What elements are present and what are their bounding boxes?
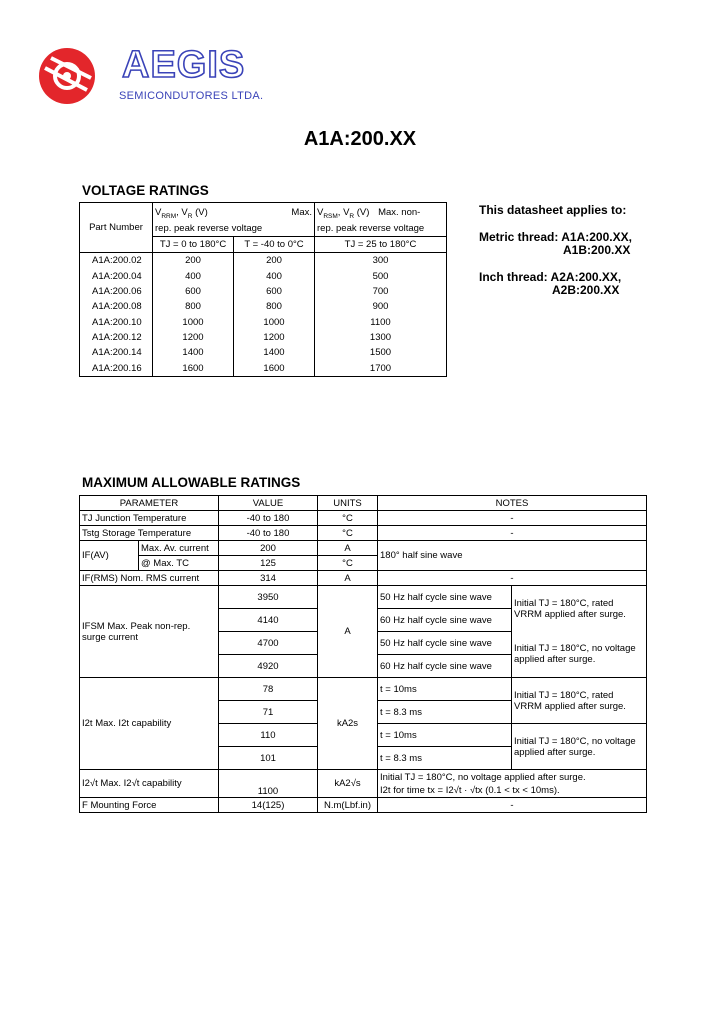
vrsm-value: 1700 — [315, 360, 447, 376]
table-row — [80, 511, 647, 526]
force-label: F Mounting Force — [80, 798, 219, 813]
header-row — [80, 496, 647, 511]
tj-value: -40 to 180 — [219, 511, 318, 526]
ifsm-wave-1: 50 Hz half cycle sine wave — [378, 586, 512, 609]
ifsm-note-rated: Initial TJ = 180°C, rated VRRM applied after surge. — [512, 586, 647, 632]
force-note: - — [378, 798, 647, 813]
h-notes: NOTES — [378, 496, 647, 511]
vrsm-value: 1300 — [315, 330, 447, 345]
cond-t-neg40-0: T = -40 to 0°C — [234, 237, 315, 253]
ifav-note: 180° half sine wave — [378, 541, 647, 571]
vrrm-value: 400 — [153, 269, 234, 284]
company-logo — [37, 46, 97, 106]
tstg-unit: °C — [318, 526, 378, 541]
vrrm-low-temp-value: 600 — [234, 284, 315, 299]
i2t-time-4: t = 8.3 ms — [378, 747, 512, 770]
force-unit: N.m(Lbf.in) — [318, 798, 378, 813]
i2rt-note-1: Initial TJ = 180°C, no voltage applied after surge. — [380, 771, 586, 783]
metric-thread-line: Metric thread: A1A:200.XX, — [479, 230, 632, 244]
i2t-value-2: 71 — [219, 701, 318, 724]
ifsm-value-1: 3950 — [219, 586, 318, 609]
ifsm-note-novolt: Initial TJ = 180°C, no voltage applied after surge. — [512, 632, 647, 678]
part-number: A1A:200.02 — [80, 253, 153, 269]
page-title: A1A:200.XX — [303, 128, 417, 150]
ifav-symbol: IF(AV) — [80, 541, 139, 571]
voltage-ratings-heading: VOLTAGE RATINGS — [82, 183, 209, 198]
ifsm-unit: A — [318, 586, 378, 678]
part-number: A1A:200.04 — [80, 269, 153, 284]
table-row — [80, 541, 647, 556]
vrrm-low-temp-value: 800 — [234, 299, 315, 314]
tj-unit: °C — [318, 511, 378, 526]
part-number: A1A:200.16 — [80, 360, 153, 376]
i2t-label: I2t Max. I2t capability — [80, 678, 219, 770]
col-rep-voltage-header: $V_{RRM}$, $V_R$ (V) Max. rep. peak reverse voltage — [153, 203, 315, 237]
tj-note: - — [378, 511, 647, 526]
tj-label: TJ Junction Temperature — [80, 511, 219, 526]
metric-thread-alt: A1B:200.XX — [563, 243, 631, 257]
part-number: A1A:200.08 — [80, 299, 153, 314]
vrsm-value: 1100 — [315, 314, 447, 329]
table-row — [80, 330, 447, 345]
ifav-label: Max. Av. current — [139, 541, 219, 556]
vrsm-value: 300 — [315, 253, 447, 269]
table-row — [80, 269, 447, 284]
tstg-label: Tstg Storage Temperature — [80, 526, 219, 541]
tstg-value: -40 to 180 — [219, 526, 318, 541]
ifsm-wave-4: 60 Hz half cycle sine wave — [378, 655, 512, 678]
vrrm-value: 1200 — [153, 330, 234, 345]
ifsm-value-2: 4140 — [219, 609, 318, 632]
vrsm-value: 500 — [315, 269, 447, 284]
ifav-tc-unit: °C — [318, 556, 378, 571]
vrsm-value: 1500 — [315, 345, 447, 360]
irms-note: - — [378, 571, 647, 586]
i2t-time-2: t = 8.3 ms — [378, 701, 512, 724]
h-parameter: PARAMETER — [80, 496, 219, 511]
brand-subtitle: SEMICONDUTORES LTDA. — [119, 90, 264, 102]
vrrm-value: 1400 — [153, 345, 234, 360]
ifsm-wave-2: 60 Hz half cycle sine wave — [378, 609, 512, 632]
applies-heading: This datasheet applies to: — [479, 203, 627, 217]
i2rt-note-2: I2t for time tx = I2√t · √tx (0.1 < tx < 10ms). — [380, 784, 560, 796]
inch-thread-alt: A2B:200.XX — [552, 283, 620, 297]
col-nonrep-voltage-header: $V_{RSM}$, $V_R$ (V) Max. non- rep. peak reverse voltage — [315, 203, 447, 237]
cond-tj-25-180: TJ = 25 to 180°C — [315, 237, 447, 253]
i2t-note-novolt: Initial TJ = 180°C, no voltage applied after surge. — [512, 724, 647, 770]
part-number: A1A:200.06 — [80, 284, 153, 299]
col-part-number: Part Number — [80, 203, 153, 253]
vrrm-low-temp-value: 1000 — [234, 314, 315, 329]
vrrm-value: 1600 — [153, 360, 234, 376]
i2t-time-1: t = 10ms — [378, 678, 512, 701]
i2t-value-4: 101 — [219, 747, 318, 770]
brand-name: AEGIS — [122, 44, 246, 86]
table-row — [80, 571, 647, 586]
table-row — [80, 526, 647, 541]
max-ratings-table — [79, 495, 647, 813]
irms-unit: A — [318, 571, 378, 586]
i2rt-label: I2√t Max. I2√t capability — [80, 770, 219, 798]
vrrm-low-temp-value: 1600 — [234, 360, 315, 376]
vrrm-value: 600 — [153, 284, 234, 299]
part-number: A1A:200.12 — [80, 330, 153, 345]
ifav-value: 200 — [219, 541, 318, 556]
table-row — [80, 360, 447, 376]
i2rt-notes — [378, 770, 647, 798]
vrrm-value: 800 — [153, 299, 234, 314]
table-row — [80, 284, 447, 299]
h-value: VALUE — [219, 496, 318, 511]
tstg-note: - — [378, 526, 647, 541]
voltage-ratings-table — [79, 202, 447, 377]
vrsm-value: 900 — [315, 299, 447, 314]
inch-thread-line: Inch thread: A2A:200.XX, — [479, 270, 622, 284]
ifsm-value-3: 4700 — [219, 632, 318, 655]
table-row — [80, 314, 447, 329]
ifav-unit: A — [318, 541, 378, 556]
vrrm-value: 1000 — [153, 314, 234, 329]
h-units: UNITS — [318, 496, 378, 511]
part-number: A1A:200.10 — [80, 314, 153, 329]
i2t-note-rated: Initial TJ = 180°C, rated VRRM applied after surge. — [512, 678, 647, 724]
vrrm-low-temp-value: 1400 — [234, 345, 315, 360]
i2t-unit: kA2s — [318, 678, 378, 770]
max-ratings-heading: MAXIMUM ALLOWABLE RATINGS — [82, 475, 301, 490]
force-value: 14(125) — [219, 798, 318, 813]
ifsm-wave-3: 50 Hz half cycle sine wave — [378, 632, 512, 655]
irms-value: 314 — [219, 571, 318, 586]
vrrm-low-temp-value: 400 — [234, 269, 315, 284]
i2t-time-3: t = 10ms — [378, 724, 512, 747]
table-row — [80, 253, 447, 269]
vrrm-low-temp-value: 1200 — [234, 330, 315, 345]
i2t-value-3: 110 — [219, 724, 318, 747]
irms-label: IF(RMS) Nom. RMS current — [80, 571, 219, 586]
i2rt-unit: kA2√s — [318, 770, 378, 798]
table-row — [80, 345, 447, 360]
i2rt-value: 1100 — [219, 770, 318, 798]
i2t-value-1: 78 — [219, 678, 318, 701]
ifav-tc-value: 125 — [219, 556, 318, 571]
cond-tj-0-180: TJ = 0 to 180°C — [153, 237, 234, 253]
ifsm-value-4: 4920 — [219, 655, 318, 678]
table-row — [80, 798, 647, 813]
table-row — [80, 299, 447, 314]
vrrm-low-temp-value: 200 — [234, 253, 315, 269]
ifav-tc-label: @ Max. TC — [139, 556, 219, 571]
vrrm-value: 200 — [153, 253, 234, 269]
ifsm-label: IFSM Max. Peak non-rep. surge current — [80, 586, 219, 678]
vrsm-value: 700 — [315, 284, 447, 299]
part-number: A1A:200.14 — [80, 345, 153, 360]
